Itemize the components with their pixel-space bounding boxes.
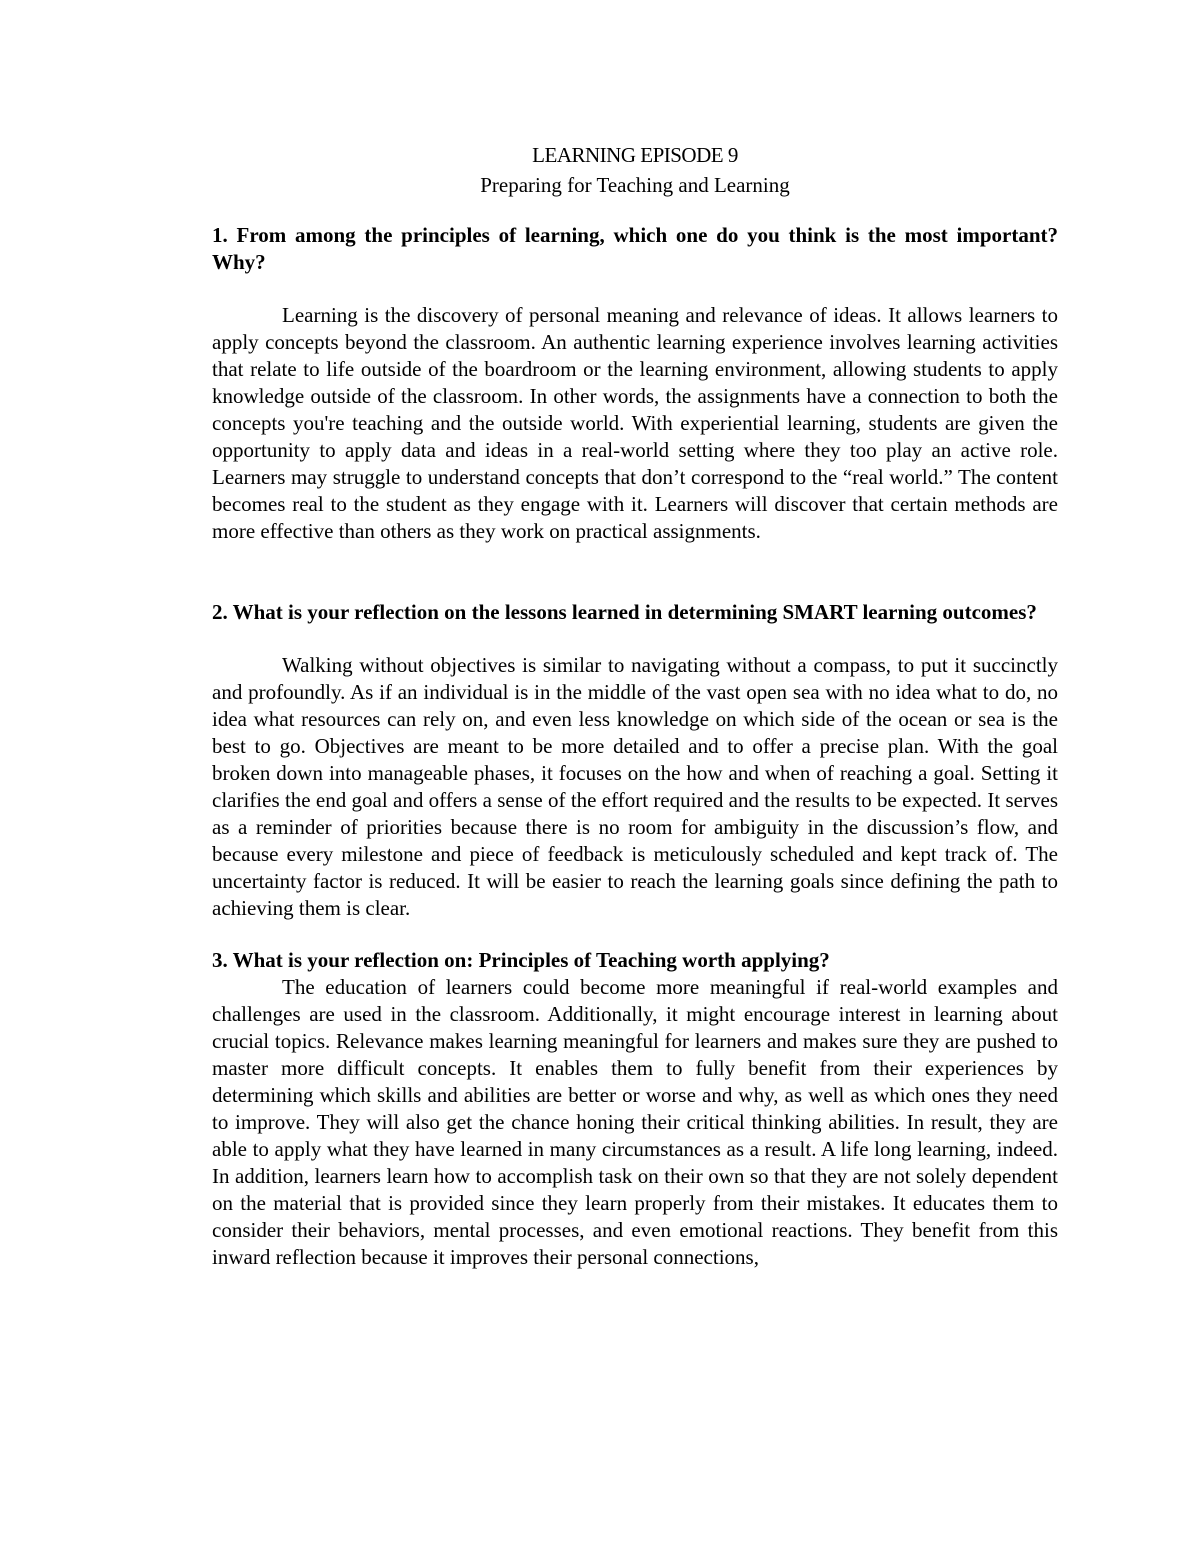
answer-1: Learning is the discovery of personal meaning and relevance of ideas. It allows learners to apply concepts beyond the classroom. An authentic learning experience involves learning activities that relate to life outside of the boardroom or the learning environment, allowing students to apply knowledge outside of the classroom. In other words, the assignments have a connection to both the concepts you're teaching and the outside world. With experiential learning, students are given the opportunity to apply data and ideas in a real-world setting where they too play an active role. Learners may struggle to understand concepts that don’t correspond to the “real world.” The content becomes real to the student as they engage with it. Learners will discover that certain methods are more effective than others as they work on practical assignments. (212, 303, 1058, 543)
document-title: LEARNING EPISODE 9 (532, 143, 738, 167)
question-3: 3. What is your reflection on: Principles of Teaching worth applying? (212, 948, 830, 972)
answer-3: The education of learners could become more meaningful if real-world examples and challenges are used in the classroom. Additionally, it might encourage interest in learning about crucial topics. Relevance makes learning meaningful for learners and makes sure they are pushed to master more difficult concepts. It enables them to fully benefit from their experiences by determining which skills and abilities are better or worse and why, as well as which ones they need to improve. They will also get the chance honing their critical thinking abilities. In result, they are able to apply what they have learned in many circumstances as a result. A life long learning, indeed. In addition, learners learn how to accomplish task on their own so that they are not solely dependent on the material that is provided since they learn properly from their mistakes. It educates them to consider their behaviors, mental processes, and even emotional reactions. They benefit from this inward reflection because it improves their personal connections, (212, 975, 1058, 1269)
document-page (212, 140, 1058, 1271)
document-subtitle: Preparing for Teaching and Learning (480, 173, 790, 197)
question-2: 2. What is your reflection on the lessons learned in determining SMART learning outcomes? (212, 600, 1037, 624)
question-1: 1. From among the principles of learning, which one do you think is the most important? Why? (212, 223, 1058, 274)
answer-2: Walking without objectives is similar to navigating without a compass, to put it succinctly and profoundly. As if an individual is in the middle of the vast open sea with no idea what to do, no idea what resources can rely on, and even less knowledge on which side of the ocean or sea is the best to go. Objectives are meant to be more detailed and to offer a precise plan. With the goal broken down into manageable phases, it focuses on the how and when of reaching a goal. Setting it clarifies the end goal and offers a sense of the effort required and the results to be expected. It serves as a reminder of priorities because there is no room for ambiguity in the discussion’s flow, and because every milestone and piece of feedback is meticulously scheduled and kept track of. The uncertainty factor is reduced. It will be easier to reach the learning goals since defining the path to achieving them is clear. (212, 653, 1058, 920)
